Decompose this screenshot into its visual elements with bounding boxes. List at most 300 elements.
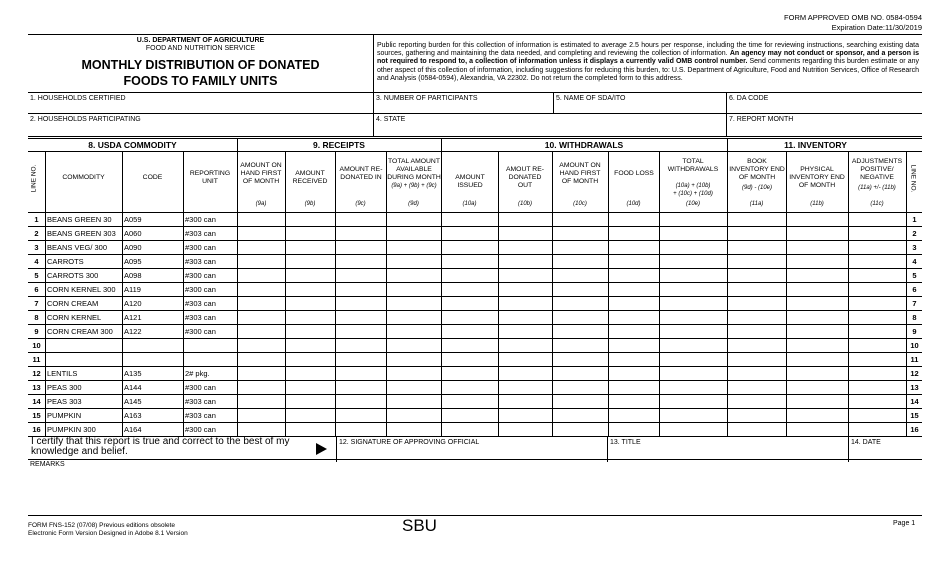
amount-entry-cell[interactable] [787,283,847,295]
commodity-cell: CARROTS [47,257,84,266]
sbu-marking: SBU [402,516,437,535]
commodity-cell: CORN KERNEL 300 [47,285,116,294]
amount-entry-cell[interactable] [553,297,607,309]
amount-entry-cell[interactable] [553,367,607,379]
amount-entry-cell[interactable] [387,283,440,295]
amount-entry-cell[interactable] [387,367,440,379]
amount-entry-cell[interactable] [849,213,905,225]
commodity-cell: CORN CREAM 300 [47,327,113,336]
amount-entry-cell[interactable] [499,297,551,309]
amount-entry-cell[interactable] [609,339,658,351]
amount-entry-cell[interactable] [286,367,334,379]
amount-entry-cell[interactable] [728,297,785,309]
amount-entry-cell[interactable] [336,353,385,365]
amount-entry-cell[interactable] [238,213,284,225]
amount-entry-cell[interactable] [286,353,334,365]
line-number: 4 [34,257,39,266]
ref-10c: (10c) [573,201,587,207]
col-10d: FOOD LOSS [614,170,654,177]
code-cell: A144 [124,383,142,392]
amount-entry-cell[interactable] [336,367,385,379]
amount-entry-cell[interactable] [609,269,658,281]
amount-entry-cell[interactable] [728,269,785,281]
reporting-unit-cell: #303 can [185,397,216,406]
col-11a [729,158,785,192]
amount-entry-cell[interactable] [387,325,440,337]
amount-entry-cell[interactable] [499,255,551,267]
amount-entry-cell[interactable] [660,423,726,435]
amount-entry-cell[interactable] [238,227,284,239]
amount-entry-cell[interactable] [238,409,284,421]
amount-entry-cell[interactable] [553,423,607,435]
amount-entry-cell[interactable] [609,367,658,379]
amount-entry-cell[interactable] [286,423,334,435]
code-cell: A090 [124,243,142,252]
amount-entry-cell[interactable] [660,241,726,253]
burden-notice: An agency may not conduct or sponsor, and a person is not required to respond to, a collection of information unless it displays a currently valid OMB control number. [377,50,920,66]
amount-entry-cell[interactable] [553,353,607,365]
amount-entry-cell[interactable] [499,381,551,393]
amount-entry-cell[interactable] [387,297,440,309]
line-number-right: 14 [910,397,919,406]
ref-11c: (11c) [870,201,884,207]
ref-10b: (10b) [517,201,532,207]
amount-entry-cell[interactable] [609,227,658,239]
amount-entry-cell[interactable] [553,227,607,239]
agency-name: U.S. DEPARTMENT OF AGRICULTURE [136,37,265,44]
commodity-cell: PUMPKIN 300 [47,425,96,434]
amount-entry-cell[interactable] [286,311,334,323]
col-11a-label: BOOK INVENTORY END OF MONTH [729,158,785,181]
amount-entry-cell[interactable] [238,423,284,435]
amount-entry-cell[interactable] [387,255,440,267]
commodity-cell: CORN CREAM [47,299,99,308]
amount-entry-cell[interactable] [660,255,726,267]
amount-entry-cell[interactable] [336,241,385,253]
amount-entry-cell[interactable] [499,227,551,239]
amount-entry-cell[interactable] [849,241,905,253]
amount-entry-cell[interactable] [849,395,905,407]
commodity-cell: CORN KERNEL [47,313,102,322]
amount-entry-cell[interactable] [387,241,440,253]
line-number-right: 9 [912,327,917,336]
reporting-unit-cell: #303 can [185,411,216,420]
col-11c-formula: (11a) +/- (11b) [858,185,896,191]
amount-entry-cell[interactable] [787,409,847,421]
amount-entry-cell[interactable] [728,423,785,435]
amount-entry-cell[interactable] [286,255,334,267]
col-10e-label: TOTAL WITHDRAWALS [667,158,719,173]
amount-entry-cell[interactable] [286,409,334,421]
amount-entry-cell[interactable] [849,423,905,435]
col-9b: AMOUNT RECEIVED [292,170,328,185]
col-11c-label: ADJUSTMENTS POSITIVE/ NEGATIVE [851,158,903,181]
amount-entry-cell[interactable] [728,227,785,239]
amount-entry-cell[interactable] [728,213,785,225]
amount-entry-cell[interactable] [553,269,607,281]
amount-entry-cell[interactable] [499,409,551,421]
section-receipts: 9. RECEIPTS [313,140,365,150]
state-field[interactable]: 4. STATE [376,116,406,123]
amount-entry-cell[interactable] [728,381,785,393]
burden-text: Public reporting burden for this collection of information is estimated to average 2.5 hours per response, including the time for reviewing instructions, searching existing data sources, gathering and maintaining the data needed, and completing and reviewing the collection of information. [377,42,919,58]
amount-entry-cell[interactable] [728,283,785,295]
amount-entry-cell[interactable] [238,311,284,323]
amount-entry-cell[interactable] [238,269,284,281]
amount-entry-cell[interactable] [787,255,847,267]
title-field[interactable]: 13. TITLE [610,439,641,446]
amount-entry-cell[interactable] [787,367,847,379]
col-11c [849,158,905,192]
amount-entry-cell[interactable] [442,283,497,295]
code-cell: A145 [124,397,142,406]
ref-9b: (9b) [304,201,316,207]
amount-entry-cell[interactable] [336,339,385,351]
line-number: 9 [34,327,39,336]
code-cell: A121 [124,313,142,322]
amount-entry-cell[interactable] [238,353,284,365]
commodity-cell: PUMPKIN [47,411,82,420]
form-number [28,522,188,537]
amount-entry-cell[interactable] [499,395,551,407]
amount-entry-cell[interactable] [849,283,905,295]
amount-entry-cell[interactable] [442,269,497,281]
households-participating-field[interactable]: 2. HOUSEHOLDS PARTICIPATING [30,116,141,123]
col-reporting-unit: REPORTING UNIT [189,170,231,185]
reporting-unit-cell: #303 can [185,257,216,266]
amount-entry-cell[interactable] [238,381,284,393]
reporting-unit-cell: #303 can [185,299,216,308]
amount-entry-cell[interactable] [387,409,440,421]
col-10c: AMOUNT ON HAND FIRST OF MONTH [559,162,601,185]
line-number-right: 10 [910,341,919,350]
amount-entry-cell[interactable] [553,409,607,421]
amount-entry-cell[interactable] [553,255,607,267]
amount-entry-cell[interactable] [286,339,334,351]
col-10a: AMOUNT ISSUED [455,174,485,189]
amount-entry-cell[interactable] [849,339,905,351]
ref-11b: (11b) [810,201,824,207]
amount-entry-cell[interactable] [499,241,551,253]
amount-entry-cell[interactable] [387,227,440,239]
amount-entry-cell[interactable] [849,255,905,267]
amount-entry-cell[interactable] [609,353,658,365]
amount-entry-cell[interactable] [286,213,334,225]
da-code-field[interactable]: 6. DA CODE [729,95,769,102]
amount-entry-cell[interactable] [849,409,905,421]
amount-entry-cell[interactable] [442,297,497,309]
amount-entry-cell[interactable] [787,297,847,309]
ref-9a: (9a) [255,201,267,207]
amount-entry-cell[interactable] [787,227,847,239]
amount-entry-cell[interactable] [442,381,497,393]
amount-entry-cell[interactable] [442,395,497,407]
amount-entry-cell[interactable] [849,269,905,281]
ref-10a: (10a) [462,201,477,207]
amount-entry-cell[interactable] [787,339,847,351]
amount-entry-cell[interactable] [499,325,551,337]
line-number-right: 11 [910,355,919,364]
amount-entry-cell[interactable] [660,283,726,295]
commodity-cell: BEANS GREEN 303 [47,229,116,238]
amount-entry-cell[interactable] [849,367,905,379]
reporting-unit-cell: #303 can [185,229,216,238]
ref-10e: (10e) [685,201,700,207]
amount-entry-cell[interactable] [286,395,334,407]
burden-statement [377,42,919,83]
amount-entry-cell[interactable] [499,423,551,435]
amount-entry-cell[interactable] [660,213,726,225]
col-9c: AMOUNT RE-DONATED IN [339,166,383,181]
amount-entry-cell[interactable] [238,395,284,407]
line-number-right: 15 [910,411,919,420]
amount-entry-cell[interactable] [387,353,440,365]
amount-entry-cell[interactable] [442,311,497,323]
amount-entry-cell[interactable] [238,339,284,351]
amount-entry-cell[interactable] [499,213,551,225]
commodity-cell: LENTILS [47,369,78,378]
line-number: 1 [34,215,39,224]
reporting-unit-cell: 2# pkg. [185,369,210,378]
amount-entry-cell[interactable] [787,269,847,281]
amount-entry-cell[interactable] [553,381,607,393]
title-line-2: FOODS TO FAMILY UNITS [123,74,278,88]
col-9d-label: TOTAL AMOUNT AVAILABLE DURING MONTH [387,158,441,181]
amount-entry-cell[interactable] [787,241,847,253]
code-cell: A163 [124,411,142,420]
line-number: 5 [34,271,39,280]
title-line-1: MONTHLY DISTRIBUTION OF DONATED [81,58,320,72]
amount-entry-cell[interactable] [849,311,905,323]
amount-entry-cell[interactable] [553,339,607,351]
line-number: 6 [34,285,39,294]
remarks-field[interactable]: REMARKS [30,461,65,468]
amount-entry-cell[interactable] [286,283,334,295]
col-line-no-right: LINE NO. [909,164,917,193]
amount-entry-cell[interactable] [609,283,658,295]
amount-entry-cell[interactable] [553,241,607,253]
amount-entry-cell[interactable] [238,367,284,379]
amount-entry-cell[interactable] [442,325,497,337]
line-number-right: 7 [912,299,917,308]
amount-entry-cell[interactable] [387,395,440,407]
signature-field[interactable]: 12. SIGNATURE OF APPROVING OFFICIAL [339,439,480,446]
amount-entry-cell[interactable] [336,311,385,323]
col-9a: AMOUNT ON HAND FIRST OF MONTH [240,162,282,185]
amount-entry-cell[interactable] [499,269,551,281]
code-cell: A164 [124,425,142,434]
amount-entry-cell[interactable] [336,325,385,337]
amount-entry-cell[interactable] [553,311,607,323]
amount-entry-cell[interactable] [336,269,385,281]
amount-entry-cell[interactable] [442,241,497,253]
amount-entry-cell[interactable] [728,353,785,365]
amount-entry-cell[interactable] [849,297,905,309]
amount-entry-cell[interactable] [553,213,607,225]
amount-entry-cell[interactable] [728,241,785,253]
amount-entry-cell[interactable] [286,325,334,337]
amount-entry-cell[interactable] [286,297,334,309]
section-withdrawals: 10. WITHDRAWALS [544,140,624,150]
code-cell: A135 [124,369,142,378]
amount-entry-cell[interactable] [609,395,658,407]
ref-9c: (9c) [355,201,366,207]
number-of-participants-field[interactable]: 3. NUMBER OF PARTICIPANTS [376,95,478,102]
amount-entry-cell[interactable] [238,241,284,253]
amount-entry-cell[interactable] [442,227,497,239]
amount-entry-cell[interactable] [336,227,385,239]
amount-entry-cell[interactable] [728,395,785,407]
amount-entry-cell[interactable] [787,325,847,337]
amount-entry-cell[interactable] [553,395,607,407]
amount-entry-cell[interactable] [336,255,385,267]
amount-entry-cell[interactable] [336,381,385,393]
amount-entry-cell[interactable] [609,423,658,435]
section-usda-commodity: 8. USDA COMMODITY [88,140,177,150]
amount-entry-cell[interactable] [609,241,658,253]
amount-entry-cell[interactable] [660,227,726,239]
amount-entry-cell[interactable] [238,325,284,337]
amount-entry-cell[interactable] [238,255,284,267]
line-number-right: 4 [912,257,917,266]
amount-entry-cell[interactable] [660,381,726,393]
amount-entry-cell[interactable] [336,283,385,295]
amount-entry-cell[interactable] [286,227,334,239]
col-9d-formula: (9a) + (9b) + (9c) [391,183,437,189]
amount-entry-cell[interactable] [387,339,440,351]
amount-entry-cell[interactable] [787,311,847,323]
amount-entry-cell[interactable] [286,241,334,253]
amount-entry-cell[interactable] [387,423,440,435]
amount-entry-cell[interactable] [442,213,497,225]
amount-entry-cell[interactable] [609,381,658,393]
reporting-unit-cell: #300 can [185,215,216,224]
amount-entry-cell[interactable] [499,283,551,295]
section-inventory: 11. INVENTORY [784,140,847,150]
amount-entry-cell[interactable] [387,213,440,225]
amount-entry-cell[interactable] [849,227,905,239]
amount-entry-cell[interactable] [609,213,658,225]
amount-entry-cell[interactable] [442,339,497,351]
amount-entry-cell[interactable] [660,409,726,421]
amount-entry-cell[interactable] [609,325,658,337]
col-code: CODE [142,174,163,181]
agency-service: FOOD AND NUTRITION SERVICE [145,45,256,52]
amount-entry-cell[interactable] [499,311,551,323]
amount-entry-cell[interactable] [660,395,726,407]
amount-entry-cell[interactable] [442,423,497,435]
amount-entry-cell[interactable] [286,269,334,281]
col-10b: AMOUT RE-DONATED OUT [505,166,544,189]
amount-entry-cell[interactable] [336,423,385,435]
line-number-right: 5 [912,271,917,280]
code-cell: A120 [124,299,142,308]
amount-entry-cell[interactable] [387,269,440,281]
reporting-unit-cell: #300 can [185,271,216,280]
code-cell: A119 [124,285,141,294]
amount-entry-cell[interactable] [609,255,658,267]
sda-ito-name-field[interactable]: 5. NAME OF SDA/ITO [556,95,626,102]
line-number: 15 [32,411,41,420]
amount-entry-cell[interactable] [787,213,847,225]
omb-number: FORM APPROVED OMB NO. 0584-0594 [784,13,922,22]
col-line-no: LINE NO. [30,164,38,193]
expiration-date: Expiration Date:11/30/2019 [831,23,922,32]
amount-entry-cell[interactable] [442,409,497,421]
amount-entry-cell[interactable] [336,213,385,225]
page-number: Page 1 [893,520,916,527]
amount-entry-cell[interactable] [728,325,785,337]
amount-entry-cell[interactable] [553,325,607,337]
line-number: 2 [34,229,39,238]
amount-entry-cell[interactable] [286,381,334,393]
line-number: 14 [32,397,41,406]
amount-entry-cell[interactable] [442,255,497,267]
reporting-unit-cell: #300 can [185,285,216,294]
amount-entry-cell[interactable] [442,367,497,379]
amount-entry-cell[interactable] [849,353,905,365]
amount-entry-cell[interactable] [336,395,385,407]
amount-entry-cell[interactable] [499,353,551,365]
amount-entry-cell[interactable] [238,297,284,309]
households-certified-field[interactable]: 1. HOUSEHOLDS CERTIFIED [30,95,126,102]
amount-entry-cell[interactable] [787,395,847,407]
amount-entry-cell[interactable] [499,367,551,379]
amount-entry-cell[interactable] [609,409,658,421]
line-number: 7 [34,299,39,308]
amount-entry-cell[interactable] [553,283,607,295]
omb-approval [784,13,922,33]
amount-entry-cell[interactable] [787,353,847,365]
amount-entry-cell[interactable] [660,311,726,323]
amount-entry-cell[interactable] [849,325,905,337]
amount-entry-cell[interactable] [787,423,847,435]
amount-entry-cell[interactable] [499,339,551,351]
amount-entry-cell[interactable] [387,381,440,393]
amount-entry-cell[interactable] [660,325,726,337]
ref-10d: (10d) [626,201,641,207]
commodity-cell: CARROTS 300 [47,271,99,280]
report-month-field[interactable]: 7. REPORT MONTH [729,116,794,123]
amount-entry-cell[interactable] [238,283,284,295]
line-number-right: 1 [912,215,917,224]
line-number-right: 13 [910,383,919,392]
amount-entry-cell[interactable] [849,381,905,393]
amount-entry-cell[interactable] [609,297,658,309]
certification-statement: I certify that this report is true and correct to the best of my knowledge and belief. [31,436,290,457]
amount-entry-cell[interactable] [336,409,385,421]
amount-entry-cell[interactable] [609,311,658,323]
col-commodity: COMMODITY [62,174,105,181]
amount-entry-cell[interactable] [336,297,385,309]
amount-entry-cell[interactable] [728,409,785,421]
amount-entry-cell[interactable] [442,353,497,365]
reporting-unit-cell: #300 can [185,243,216,252]
amount-entry-cell[interactable] [660,297,726,309]
burden-contact: Send comments regarding this burden estimate or any other aspect of this collection of information, including suggestions for reducing this burden, to: U.S. Department of Agriculture, Food and Nutrition Services, Office of Research and Analysis (0584-0594), Alexandria, VA 22302. Do not return the completed form to this address. [377,58,919,82]
amount-entry-cell[interactable] [660,339,726,351]
amount-entry-cell[interactable] [728,311,785,323]
date-field[interactable]: 14. DATE [851,439,881,446]
amount-entry-cell[interactable] [728,255,785,267]
amount-entry-cell[interactable] [660,353,726,365]
amount-entry-cell[interactable] [387,311,440,323]
amount-entry-cell[interactable] [787,381,847,393]
amount-entry-cell[interactable] [660,367,726,379]
amount-entry-cell[interactable] [660,269,726,281]
amount-entry-cell[interactable] [728,339,785,351]
amount-entry-cell[interactable] [728,367,785,379]
